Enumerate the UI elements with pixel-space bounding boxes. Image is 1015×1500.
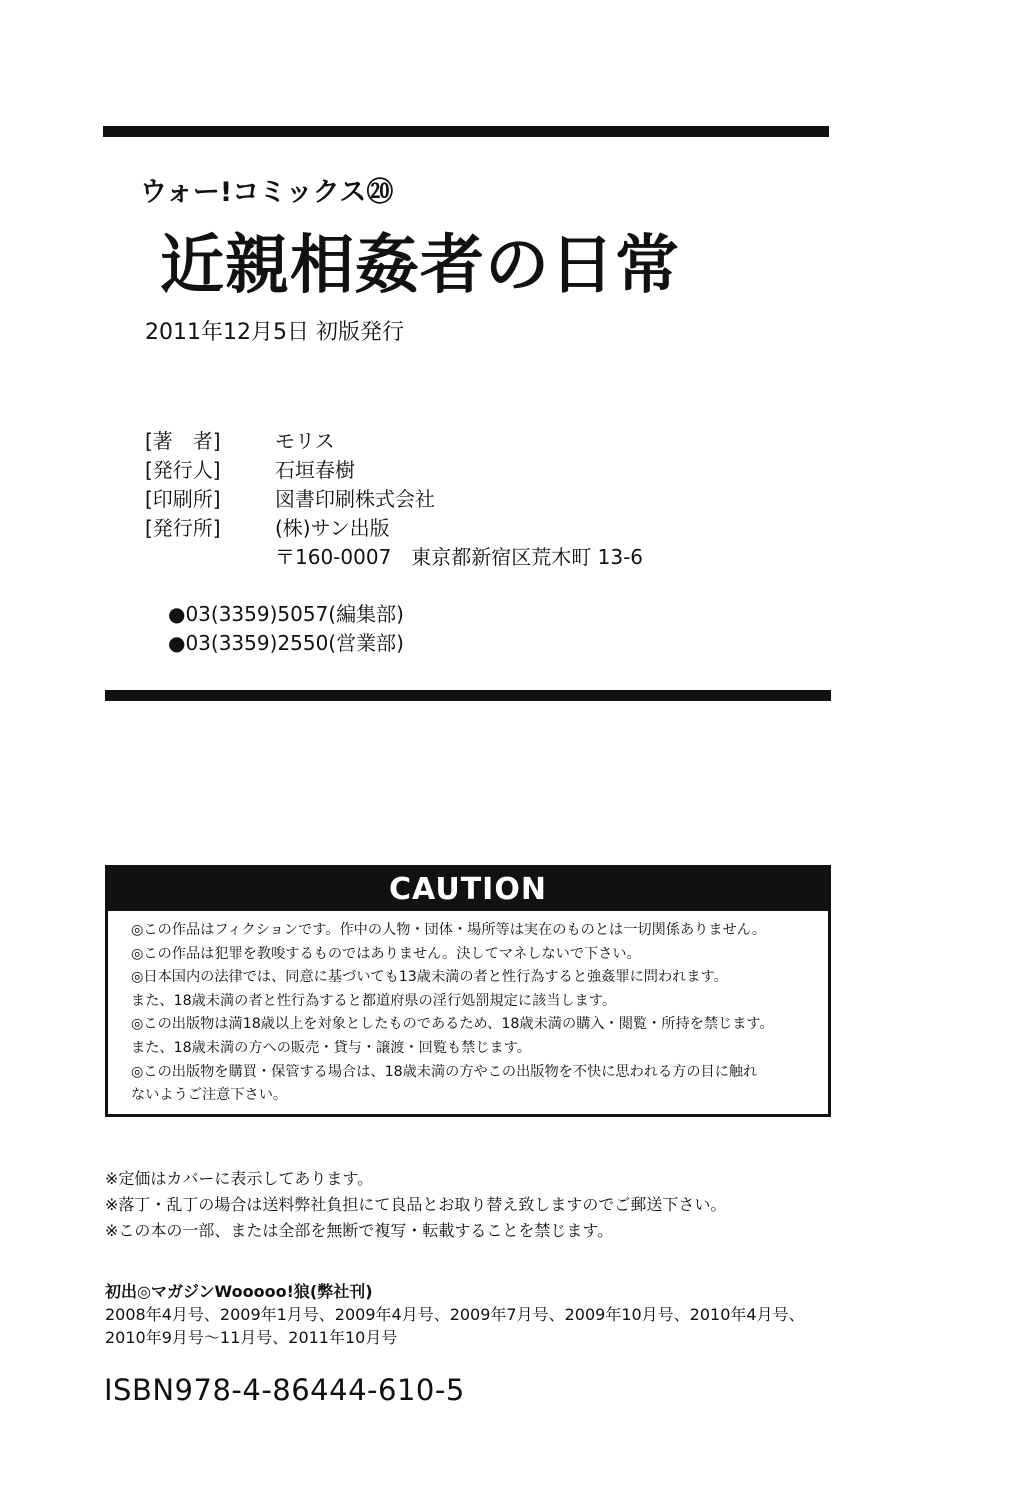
publication-date: 2011年12月5日 初版発行 bbox=[145, 320, 404, 345]
credit-row-publisher bbox=[145, 514, 643, 543]
publisher-address: 〒160-0007 東京都新宿区荒木町 13-6 bbox=[275, 545, 644, 569]
credit-row-publisher-person bbox=[145, 456, 643, 485]
first-appearance bbox=[105, 1280, 805, 1349]
credit-row-author bbox=[145, 427, 643, 456]
caution-box bbox=[105, 865, 831, 1117]
phone-list bbox=[168, 600, 404, 658]
series-name: ウォー!コミックス⑳ bbox=[140, 177, 394, 208]
caution-heading: CAUTION bbox=[108, 868, 828, 911]
note-defect: ※落丁・乱丁の場合は送料弊社負担にて良品とお取り替え致しますのでご郵送下さい。 bbox=[105, 1195, 727, 1214]
credit-label: [著 者] bbox=[145, 429, 221, 453]
caution-line: ◎この作品はフィクションです。作中の人物・団体・場所等は実在のものとは一切関係ありません。 bbox=[131, 922, 766, 938]
first-appearance-line: 2008年4月号、2009年1月号、2009年4月号、2009年7月号、2009年10月号、2010年4月号、 bbox=[105, 1305, 805, 1324]
notes-list bbox=[105, 1166, 726, 1244]
note-price: ※定価はカバーに表示してあります。 bbox=[105, 1169, 374, 1188]
credit-label: [発行人] bbox=[145, 458, 221, 482]
book-title: 近親相姦者の日常 bbox=[160, 229, 680, 303]
caution-line: ◎この出版物を購買・保管する場合は、18歳未満の方やこの出版物を不快に思われる方の目に触れ bbox=[131, 1063, 758, 1080]
isbn: ISBN978-4-86444-610-5 bbox=[104, 1373, 465, 1407]
credit-label: [発行所] bbox=[145, 516, 221, 540]
caution-line: ないようご注意下さい。 bbox=[131, 1087, 288, 1104]
caution-line: ◎この出版物は満18歳以上を対象としたものであるため、18歳未満の購入・閲覧・所持を禁じます。 bbox=[131, 1016, 774, 1033]
phone-editorial: ●03(3359)5057(編集部) bbox=[168, 602, 404, 626]
note-copyright: ※この本の一部、または全部を無断で複写・転載することを禁じます。 bbox=[105, 1221, 614, 1240]
credit-label bbox=[145, 543, 275, 572]
credit-row-printer bbox=[145, 485, 643, 514]
credit-value: (株)サン出版 bbox=[275, 516, 390, 540]
caution-line: また、18歳未満の者と性行為すると都道府県の淫行処罰規定に該当します。 bbox=[131, 992, 617, 1009]
credit-value: 図書印刷株式会社 bbox=[275, 487, 435, 511]
credit-row-address bbox=[145, 543, 643, 572]
credit-value: 石垣春樹 bbox=[275, 458, 355, 482]
first-appearance-heading: 初出◎マガジンWooooo!狼(弊社刊) bbox=[105, 1282, 373, 1301]
credit-value: モリス bbox=[275, 429, 335, 453]
caution-text bbox=[108, 911, 828, 1108]
first-appearance-line: 2010年9月号～11月号、2011年10月号 bbox=[105, 1328, 398, 1347]
credits-list bbox=[145, 427, 643, 572]
phone-sales: ●03(3359)2550(営業部) bbox=[168, 631, 404, 655]
credit-label: [印刷所] bbox=[145, 487, 221, 511]
caution-line: ◎この作品は犯罪を教唆するものではありません。決してマネしないで下さい。 bbox=[131, 945, 641, 962]
top-rule bbox=[103, 126, 829, 137]
bottom-rule bbox=[105, 690, 831, 701]
caution-line: ◎日本国内の法律では、同意に基づいても13歳未満の者と性行為すると強姦罪に問われます。 bbox=[131, 969, 728, 986]
caution-line: また、18歳未満の方への販売・貸与・譲渡・回覧も禁じます。 bbox=[131, 1039, 531, 1056]
